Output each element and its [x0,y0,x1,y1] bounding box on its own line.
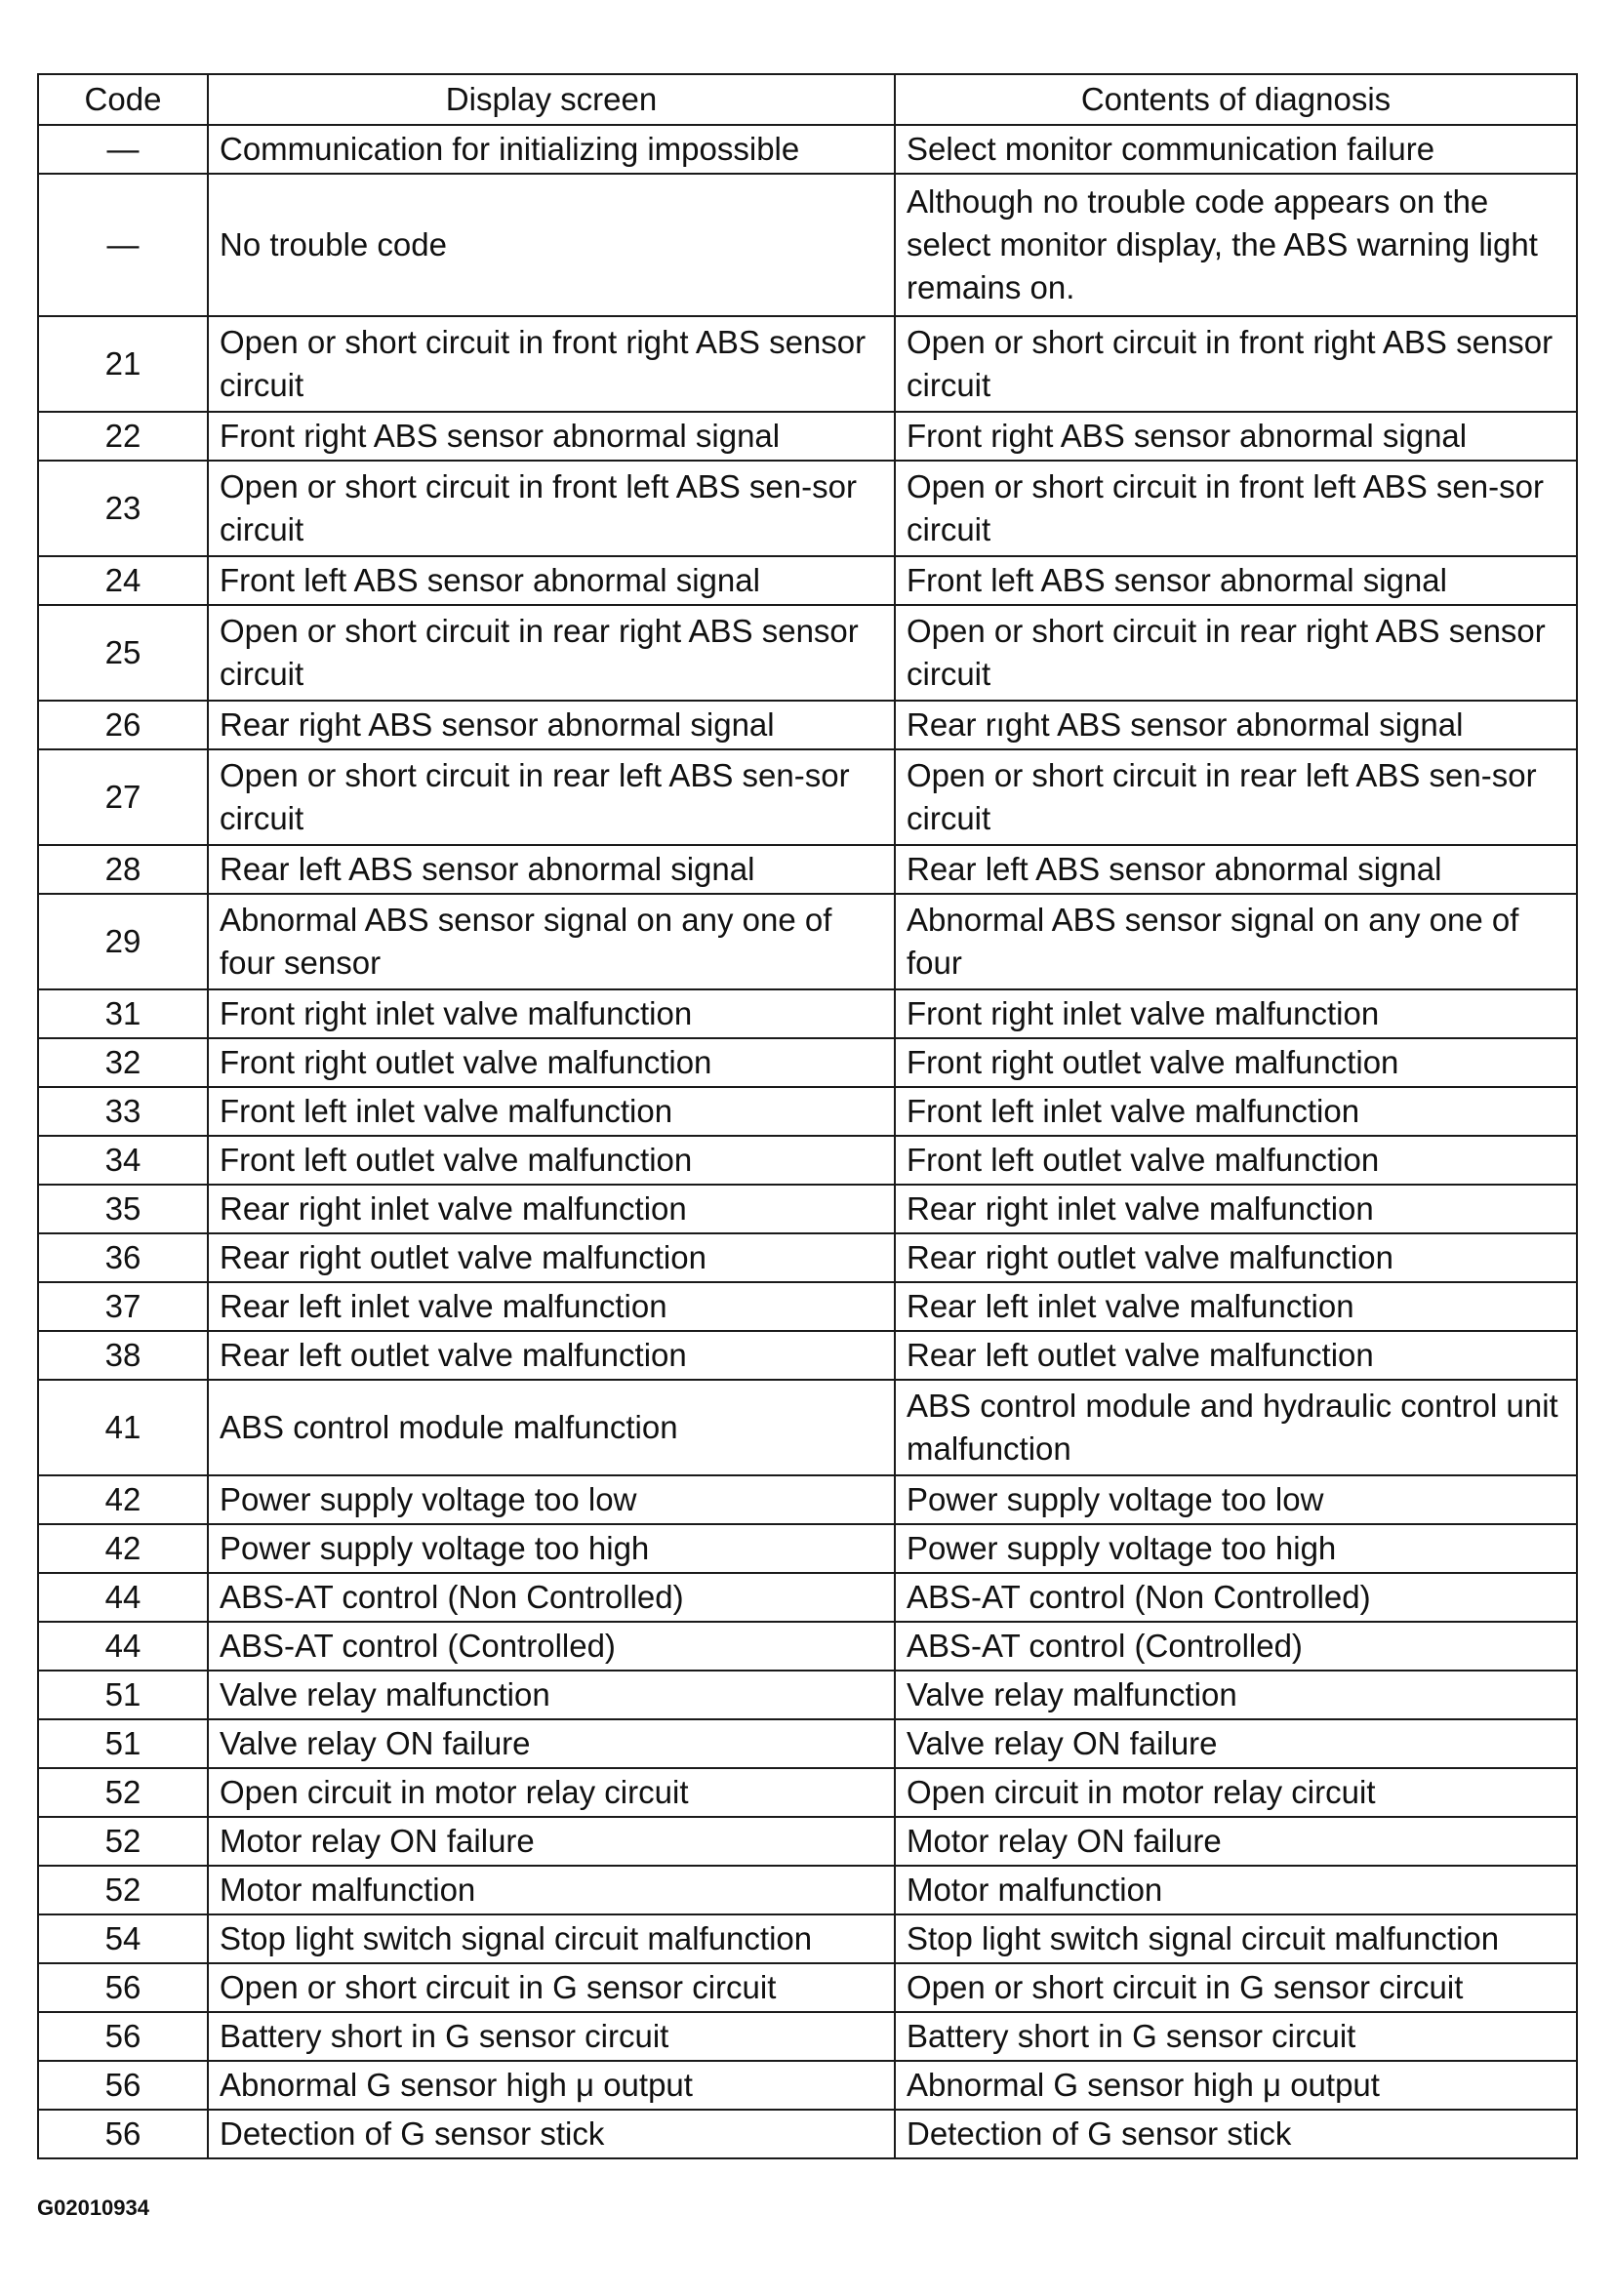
table-row [38,1866,1577,1914]
cell-code: 56 [38,1963,208,2012]
cell-code: 44 [38,1622,208,1671]
cell-display-screen: Open circuit in motor relay circuit [208,1768,895,1817]
cell-contents-of-diagnosis: ABS-AT control (Controlled) [895,1622,1577,1671]
table-row [38,1963,1577,2012]
cell-display-screen: Front left ABS sensor abnormal signal [208,556,895,605]
cell-code: 56 [38,2061,208,2110]
cell-display-screen: Motor malfunction [208,1866,895,1914]
cell-code: 32 [38,1038,208,1087]
cell-contents-of-diagnosis: Abnormal ABS sensor signal on any one of four [895,894,1577,989]
table-row [38,1914,1577,1963]
cell-contents-of-diagnosis: Valve relay ON failure [895,1719,1577,1768]
table-row [38,1671,1577,1719]
table-row [38,1136,1577,1185]
cell-code: 33 [38,1087,208,1136]
cell-contents-of-diagnosis: Power supply voltage too low [895,1475,1577,1524]
cell-display-screen: ABS-AT control (Non Controlled) [208,1573,895,1622]
cell-code: 22 [38,412,208,461]
cell-display-screen: Power supply voltage too high [208,1524,895,1573]
cell-display-screen: Abnormal ABS sensor signal on any one of four sensor [208,894,895,989]
cell-code: 27 [38,749,208,845]
cell-code: 54 [38,1914,208,1963]
cell-display-screen: ABS-AT control (Controlled) [208,1622,895,1671]
table-row [38,989,1577,1038]
table-row [38,1817,1577,1866]
cell-display-screen: Rear right outlet valve malfunction [208,1233,895,1282]
cell-code: 52 [38,1768,208,1817]
cell-contents-of-diagnosis: Front left ABS sensor abnormal signal [895,556,1577,605]
table-row [38,1087,1577,1136]
cell-code: 56 [38,2110,208,2158]
cell-display-screen: Front right ABS sensor abnormal signal [208,412,895,461]
cell-contents-of-diagnosis: Stop light switch signal circuit malfunction [895,1914,1577,1963]
cell-display-screen: Rear left inlet valve malfunction [208,1282,895,1331]
cell-contents-of-diagnosis: Motor relay ON failure [895,1817,1577,1866]
cell-display-screen: Rear right ABS sensor abnormal signal [208,701,895,749]
cell-display-screen: Stop light switch signal circuit malfunction [208,1914,895,1963]
cell-code: 44 [38,1573,208,1622]
cell-contents-of-diagnosis: Rear left ABS sensor abnormal signal [895,845,1577,894]
cell-code: 51 [38,1671,208,1719]
cell-display-screen: Rear left ABS sensor abnormal signal [208,845,895,894]
cell-contents-of-diagnosis: Abnormal G sensor high μ output [895,2061,1577,2110]
table-row [38,1719,1577,1768]
cell-contents-of-diagnosis: Valve relay malfunction [895,1671,1577,1719]
cell-display-screen: Detection of G sensor stick [208,2110,895,2158]
cell-contents-of-diagnosis: Rear right inlet valve malfunction [895,1185,1577,1233]
table-row [38,1380,1577,1475]
cell-code: 31 [38,989,208,1038]
cell-code: 56 [38,2012,208,2061]
cell-contents-of-diagnosis: Open or short circuit in front left ABS sen-sor circuit [895,461,1577,556]
cell-display-screen: Open or short circuit in front left ABS sen-sor circuit [208,461,895,556]
cell-code: 28 [38,845,208,894]
cell-contents-of-diagnosis: Open or short circuit in front right ABS sensor circuit [895,316,1577,412]
cell-display-screen: Valve relay malfunction [208,1671,895,1719]
cell-contents-of-diagnosis: Front right inlet valve malfunction [895,989,1577,1038]
table-row [38,1475,1577,1524]
cell-contents-of-diagnosis: Rear left outlet valve malfunction [895,1331,1577,1380]
table-row [38,2012,1577,2061]
cell-display-screen: Front right inlet valve malfunction [208,989,895,1038]
cell-display-screen: No trouble code [208,174,895,316]
cell-contents-of-diagnosis: Front right outlet valve malfunction [895,1038,1577,1087]
cell-display-screen: Front left inlet valve malfunction [208,1087,895,1136]
cell-contents-of-diagnosis: Rear rıght ABS sensor abnormal signal [895,701,1577,749]
cell-display-screen: Open or short circuit in G sensor circuit [208,1963,895,2012]
cell-contents-of-diagnosis: Rear right outlet valve malfunction [895,1233,1577,1282]
cell-contents-of-diagnosis: Front left inlet valve malfunction [895,1087,1577,1136]
cell-display-screen: Motor relay ON failure [208,1817,895,1866]
trouble-code-table [37,73,1578,2159]
cell-code: 26 [38,701,208,749]
table-row [38,749,1577,845]
cell-contents-of-diagnosis: Rear left inlet valve malfunction [895,1282,1577,1331]
cell-code: — [38,174,208,316]
cell-display-screen: Front right outlet valve malfunction [208,1038,895,1087]
cell-code: 29 [38,894,208,989]
table-row [38,412,1577,461]
cell-display-screen: Open or short circuit in front right ABS sensor circuit [208,316,895,412]
cell-contents-of-diagnosis: Open or short circuit in rear left ABS sen-sor circuit [895,749,1577,845]
table-row [38,125,1577,174]
table-row [38,1185,1577,1233]
cell-contents-of-diagnosis: ABS-AT control (Non Controlled) [895,1573,1577,1622]
table-row [38,556,1577,605]
cell-contents-of-diagnosis: Front right ABS sensor abnormal signal [895,412,1577,461]
table-row [38,1768,1577,1817]
cell-display-screen: Abnormal G sensor high μ output [208,2061,895,2110]
cell-code: 51 [38,1719,208,1768]
table-row [38,1233,1577,1282]
cell-code: 25 [38,605,208,701]
cell-display-screen: Communication for initializing impossible [208,125,895,174]
cell-contents-of-diagnosis: Detection of G sensor stick [895,2110,1577,2158]
table-row [38,1622,1577,1671]
header-code: Code [38,74,208,125]
header-contents-of-diagnosis: Contents of diagnosis [895,74,1577,125]
cell-display-screen: Open or short circuit in rear right ABS sensor circuit [208,605,895,701]
cell-display-screen: Battery short in G sensor circuit [208,2012,895,2061]
table-row [38,174,1577,316]
cell-contents-of-diagnosis: ABS control module and hydraulic control unit malfunction [895,1380,1577,1475]
cell-display-screen: Power supply voltage too low [208,1475,895,1524]
cell-display-screen: Valve relay ON failure [208,1719,895,1768]
cell-code: 38 [38,1331,208,1380]
cell-code: 41 [38,1380,208,1475]
cell-contents-of-diagnosis: Select monitor communication failure [895,125,1577,174]
table-row [38,316,1577,412]
cell-display-screen: Rear right inlet valve malfunction [208,1185,895,1233]
cell-contents-of-diagnosis: Open circuit in motor relay circuit [895,1768,1577,1817]
table-header-row [38,74,1577,125]
cell-display-screen: ABS control module malfunction [208,1380,895,1475]
table-row [38,2110,1577,2158]
table-row [38,1282,1577,1331]
cell-contents-of-diagnosis: Front left outlet valve malfunction [895,1136,1577,1185]
cell-contents-of-diagnosis: Open or short circuit in rear right ABS sensor circuit [895,605,1577,701]
table-row [38,1573,1577,1622]
table-row [38,461,1577,556]
figure-id: G02010934 [37,2195,149,2220]
table-row [38,1331,1577,1380]
table-body [38,125,1577,2158]
cell-code: — [38,125,208,174]
table-row [38,605,1577,701]
table-row [38,845,1577,894]
cell-display-screen: Open or short circuit in rear left ABS sen-sor circuit [208,749,895,845]
cell-code: 37 [38,1282,208,1331]
cell-code: 42 [38,1475,208,1524]
cell-contents-of-diagnosis: Power supply voltage too high [895,1524,1577,1573]
cell-contents-of-diagnosis: Motor malfunction [895,1866,1577,1914]
cell-contents-of-diagnosis: Although no trouble code appears on the select monitor display, the ABS warning light remains on. [895,174,1577,316]
cell-code: 36 [38,1233,208,1282]
cell-code: 24 [38,556,208,605]
cell-code: 34 [38,1136,208,1185]
cell-code: 52 [38,1866,208,1914]
table-row [38,2061,1577,2110]
table-row [38,1524,1577,1573]
cell-code: 23 [38,461,208,556]
cell-contents-of-diagnosis: Open or short circuit in G sensor circuit [895,1963,1577,2012]
header-display-screen: Display screen [208,74,895,125]
cell-display-screen: Front left outlet valve malfunction [208,1136,895,1185]
cell-code: 35 [38,1185,208,1233]
cell-code: 21 [38,316,208,412]
cell-code: 52 [38,1817,208,1866]
table-row [38,701,1577,749]
table-row [38,1038,1577,1087]
cell-contents-of-diagnosis: Battery short in G sensor circuit [895,2012,1577,2061]
table-row [38,894,1577,989]
cell-display-screen: Rear left outlet valve malfunction [208,1331,895,1380]
cell-code: 42 [38,1524,208,1573]
